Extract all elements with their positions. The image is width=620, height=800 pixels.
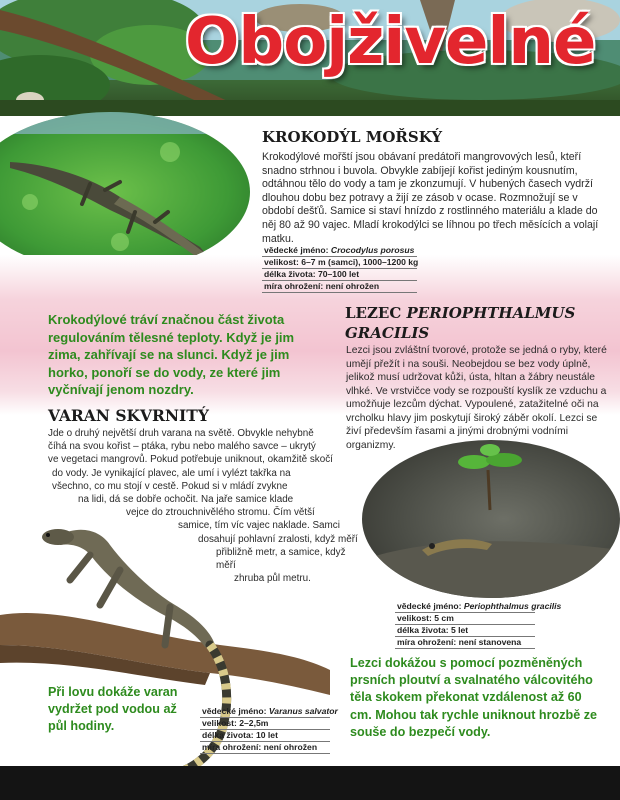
monitor-info-box (200, 706, 338, 754)
monitor-body-line: přibližně metr, a samice, když měří (216, 546, 346, 572)
crocodile-lifespan: délka života: 70–100 let (262, 269, 417, 281)
crocodile-illustration (0, 112, 250, 272)
monitor-body-line: vejce do ztrouchnivělého stromu. Čím větší (126, 507, 315, 519)
mudskipper-threat: míra ohrožení: není stanovena (395, 637, 535, 649)
mudskipper-heading (345, 303, 610, 343)
mudskipper-lifespan: délka života: 5 let (395, 625, 535, 637)
monitor-fact: Při lovu dokáže varan vydržet pod vodou až půl hodiny. (48, 685, 178, 733)
monitor-body-line: na lidi, dá se dobře ochočit. Na jaře samice klade (78, 494, 294, 506)
monitor-body-line: do vody. Je vynikající plavec, ale umí i vylézt takřka na (52, 467, 291, 479)
bottom-bar (0, 766, 620, 800)
monitor-body-line: všechno, co mu stojí v cestě. Pokud si v mládí zvykne (52, 480, 288, 492)
monitor-body-line: samice, tím víc vajec naklade. Samci (178, 520, 340, 532)
crocodile-info-box (262, 245, 417, 293)
monitor-threat: míra ohrožení: není ohrožen (200, 742, 330, 754)
crocodile-fact: Krokodýlové tráví značnou část života regulováním tělesné teploty. Když je jim zima, zahřívají se na slunci. Když je jim horko, ponoří se do vody, ze které jim vyčnívají jenom nozdry. (48, 312, 295, 397)
crocodile-scientific-name: vědecké jméno: Crocodylus porosus (262, 245, 417, 257)
crocodile-body: Krokodýlové mořští jsou obávaní predátoři mangrovových lesů, kteří snadno strhnou i buvola. Obvykle zabíjejí kořist jediným kousnutím, odtáhnou tělo do vody a tam je zkonzumují. V hubených časech vydrží dlouhou dobu bez potravy a žijí ze zásob v ocase. Rozmnožují se v období dešťů. Samice si staví hnízdo z rostlinného materiálu a klade do něj 80 až 90 vajec. Mladí krokodýlci se líhnou po třech měsících a volají matku. (262, 151, 599, 245)
mudskipper-fact: Lezci dokážou s pomocí pozměněných prsních ploutví a svalnatého válcovitého těla skokem překonat vzdálenost až 60 cm. Mohou tak rychle uniknout hrozbě ze souše do bezpečí vody. (350, 656, 598, 739)
mudskipper-info-box (395, 601, 562, 649)
page-title: Obojživelné (185, 5, 596, 79)
monitor-scientific-name: vědecké jméno: Varanus salvator (202, 706, 338, 716)
monitor-body-line: dosahují pohlavní zralosti, když měří (198, 533, 358, 545)
monitor-size: velikost: 2–2,5m (200, 718, 330, 730)
mudskipper-heading-italic: PERIOPHTHALMUS GRACILIS (345, 304, 576, 342)
monitor-body-line: Jde o druhý největší druh varana na světě. Obvykle nehybně (48, 428, 314, 439)
monitor-body-line: zhruba půl metru. (234, 573, 311, 585)
monitor-body-line: číhá na svou kořist – ptáka, rybu nebo malého savce – ukrytý (48, 441, 316, 453)
crocodile-size: velikost: 6–7 m (samci), 1000–1200 kg (264, 257, 419, 267)
mudskipper-scientific-name: vědecké jméno: Periophthalmus gracilis (397, 601, 562, 611)
mudskipper-body: Lezci jsou zvláštní tvorové, protože se jedná o ryby, které umějí přežít i na souši. Neobejdou se bez vody úplně, jelikož musí udržovat kůži, ústa, hltan a žábry neustále vlhké. Ve vrstvičce vody se rozpouští kyslík ze vzduchu a umožňuje lezcům dýchat. Vypoulené, zatažitelné oči na vrcholku hlavy jim poskytují široký záběr okolí. Lezci se živí především řasami a jinými drobnými vodními organizmy. (346, 345, 607, 451)
monitor-heading: VARAN SKVRNITÝ (48, 406, 209, 425)
mudskipper-illustration (362, 440, 620, 598)
monitor-body-line: ve vegetaci mangrovů. Pokud potřebuje uniknout, okamžitě skočí (48, 454, 333, 466)
mudskipper-heading-plain: LEZEC (345, 304, 407, 322)
monitor-lifespan: délka života: 10 let (200, 730, 330, 742)
crocodile-threat: míra ohrožení: není ohrožen (262, 281, 417, 293)
crocodile-heading: KROKODÝL MOŘSKÝ (262, 128, 443, 146)
mudskipper-size: velikost: 5 cm (395, 613, 535, 625)
